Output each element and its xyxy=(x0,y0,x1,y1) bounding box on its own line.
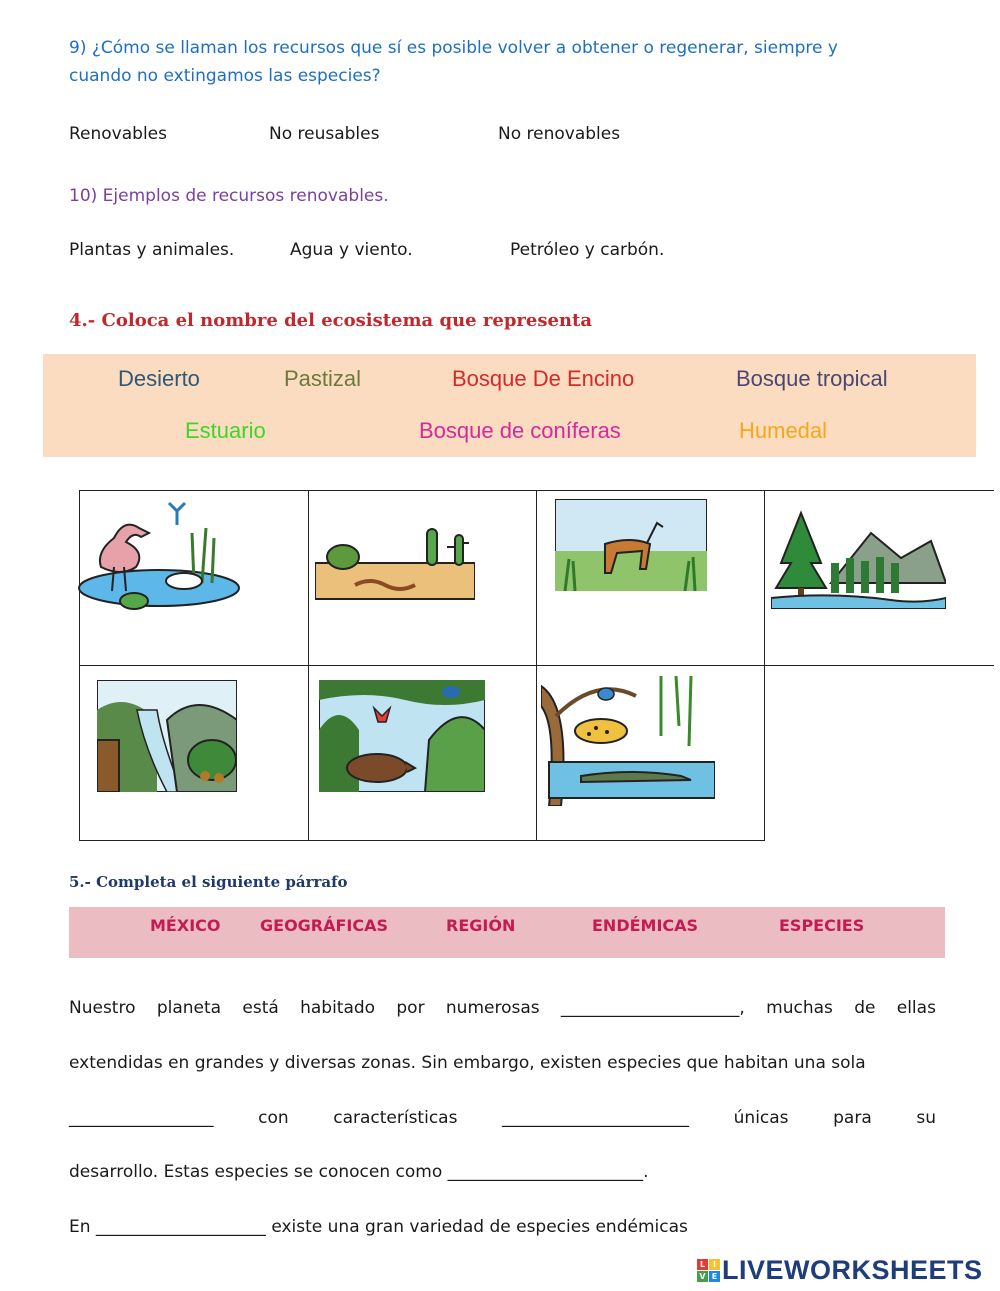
paragraph-line-3: _________________ con características ______________________ únicas para su xyxy=(69,1108,936,1128)
paragraph-word-bank xyxy=(69,907,945,958)
image-cell-6[interactable] xyxy=(308,665,537,841)
word-bosque-de-encino[interactable]: Bosque De Encino xyxy=(452,366,635,391)
image-cell-3[interactable] xyxy=(536,490,765,666)
q10-option-agua[interactable]: Agua y viento. xyxy=(290,240,413,260)
liveworksheets-wordmark: LIVEWORKSHEETS xyxy=(722,1254,983,1285)
word-especies[interactable]: ESPECIES xyxy=(779,916,865,935)
image-cell-4[interactable] xyxy=(764,490,994,666)
word-mexico[interactable]: MÉXICO xyxy=(150,916,221,935)
word-region[interactable]: REGIÓN xyxy=(446,916,516,935)
word-estuario[interactable]: Estuario xyxy=(185,418,266,443)
blank-2[interactable]: _________________ xyxy=(69,1108,214,1128)
wetland-illustration xyxy=(74,493,244,613)
q9-option-renovables[interactable]: Renovables xyxy=(69,124,167,144)
ecosystem-word-bank xyxy=(43,354,976,457)
image-cell-5[interactable] xyxy=(79,665,309,841)
q9-option-no-renovables[interactable]: No renovables xyxy=(498,124,621,144)
blank-3[interactable]: ______________________ xyxy=(502,1108,690,1128)
grassland-illustration xyxy=(555,499,707,591)
oak-forest-illustration xyxy=(97,680,237,792)
paragraph-line-1: Nuestro planeta está habitado por numerosas _____________________, muchas de ellas xyxy=(69,998,936,1018)
question-9-text-cont: cuando no extingamos las especies? xyxy=(69,66,381,86)
q10-option-petroleo[interactable]: Petróleo y carbón. xyxy=(510,240,665,260)
section-4-title: 4.- Coloca el nombre del ecosistema que representa xyxy=(69,310,592,331)
word-bosque-de-coniferas[interactable]: Bosque de coníferas xyxy=(419,418,621,443)
image-cell-1[interactable] xyxy=(79,490,309,666)
q9-option-no-reusables[interactable]: No reusables xyxy=(269,124,380,144)
paragraph-line-5: En ____________________ existe una gran variedad de especies endémicas xyxy=(69,1217,688,1237)
liveworksheets-logo xyxy=(697,1255,983,1285)
tropical-forest-illustration xyxy=(319,680,485,792)
image-cell-2[interactable] xyxy=(308,490,537,666)
estuary-illustration xyxy=(541,676,715,806)
word-endemicas[interactable]: ENDÉMICAS xyxy=(592,916,699,935)
section-5-title: 5.- Completa el siguiente párrafo xyxy=(69,873,348,891)
word-geograficas[interactable]: GEOGRÁFICAS xyxy=(260,916,389,935)
image-cell-7[interactable] xyxy=(536,665,765,841)
word-desierto[interactable]: Desierto xyxy=(118,366,200,391)
paragraph-line-4: desarrollo. Estas especies se conocen como _______________________. xyxy=(69,1162,649,1182)
word-bosque-tropical[interactable]: Bosque tropical xyxy=(736,366,888,391)
q10-option-plantas[interactable]: Plantas y animales. xyxy=(69,240,235,260)
word-humedal[interactable]: Humedal xyxy=(739,418,828,443)
conifer-forest-illustration xyxy=(771,503,946,609)
question-10-text: 10) Ejemplos de recursos renovables. xyxy=(69,186,389,206)
liveworksheets-mark-icon: L I V E xyxy=(697,1259,720,1282)
blank-1[interactable]: _____________________, xyxy=(560,998,745,1018)
paragraph-line-2: extendidas en grandes y diversas zonas. Sin embargo, existen especies que habitan una sola xyxy=(69,1053,866,1073)
word-pastizal[interactable]: Pastizal xyxy=(284,366,362,391)
desert-illustration xyxy=(315,521,475,601)
question-9 xyxy=(69,34,838,90)
question-9-text: 9) ¿Cómo se llaman los recursos que sí es posible volver a obtener o regenerar, siempre y xyxy=(69,38,838,58)
